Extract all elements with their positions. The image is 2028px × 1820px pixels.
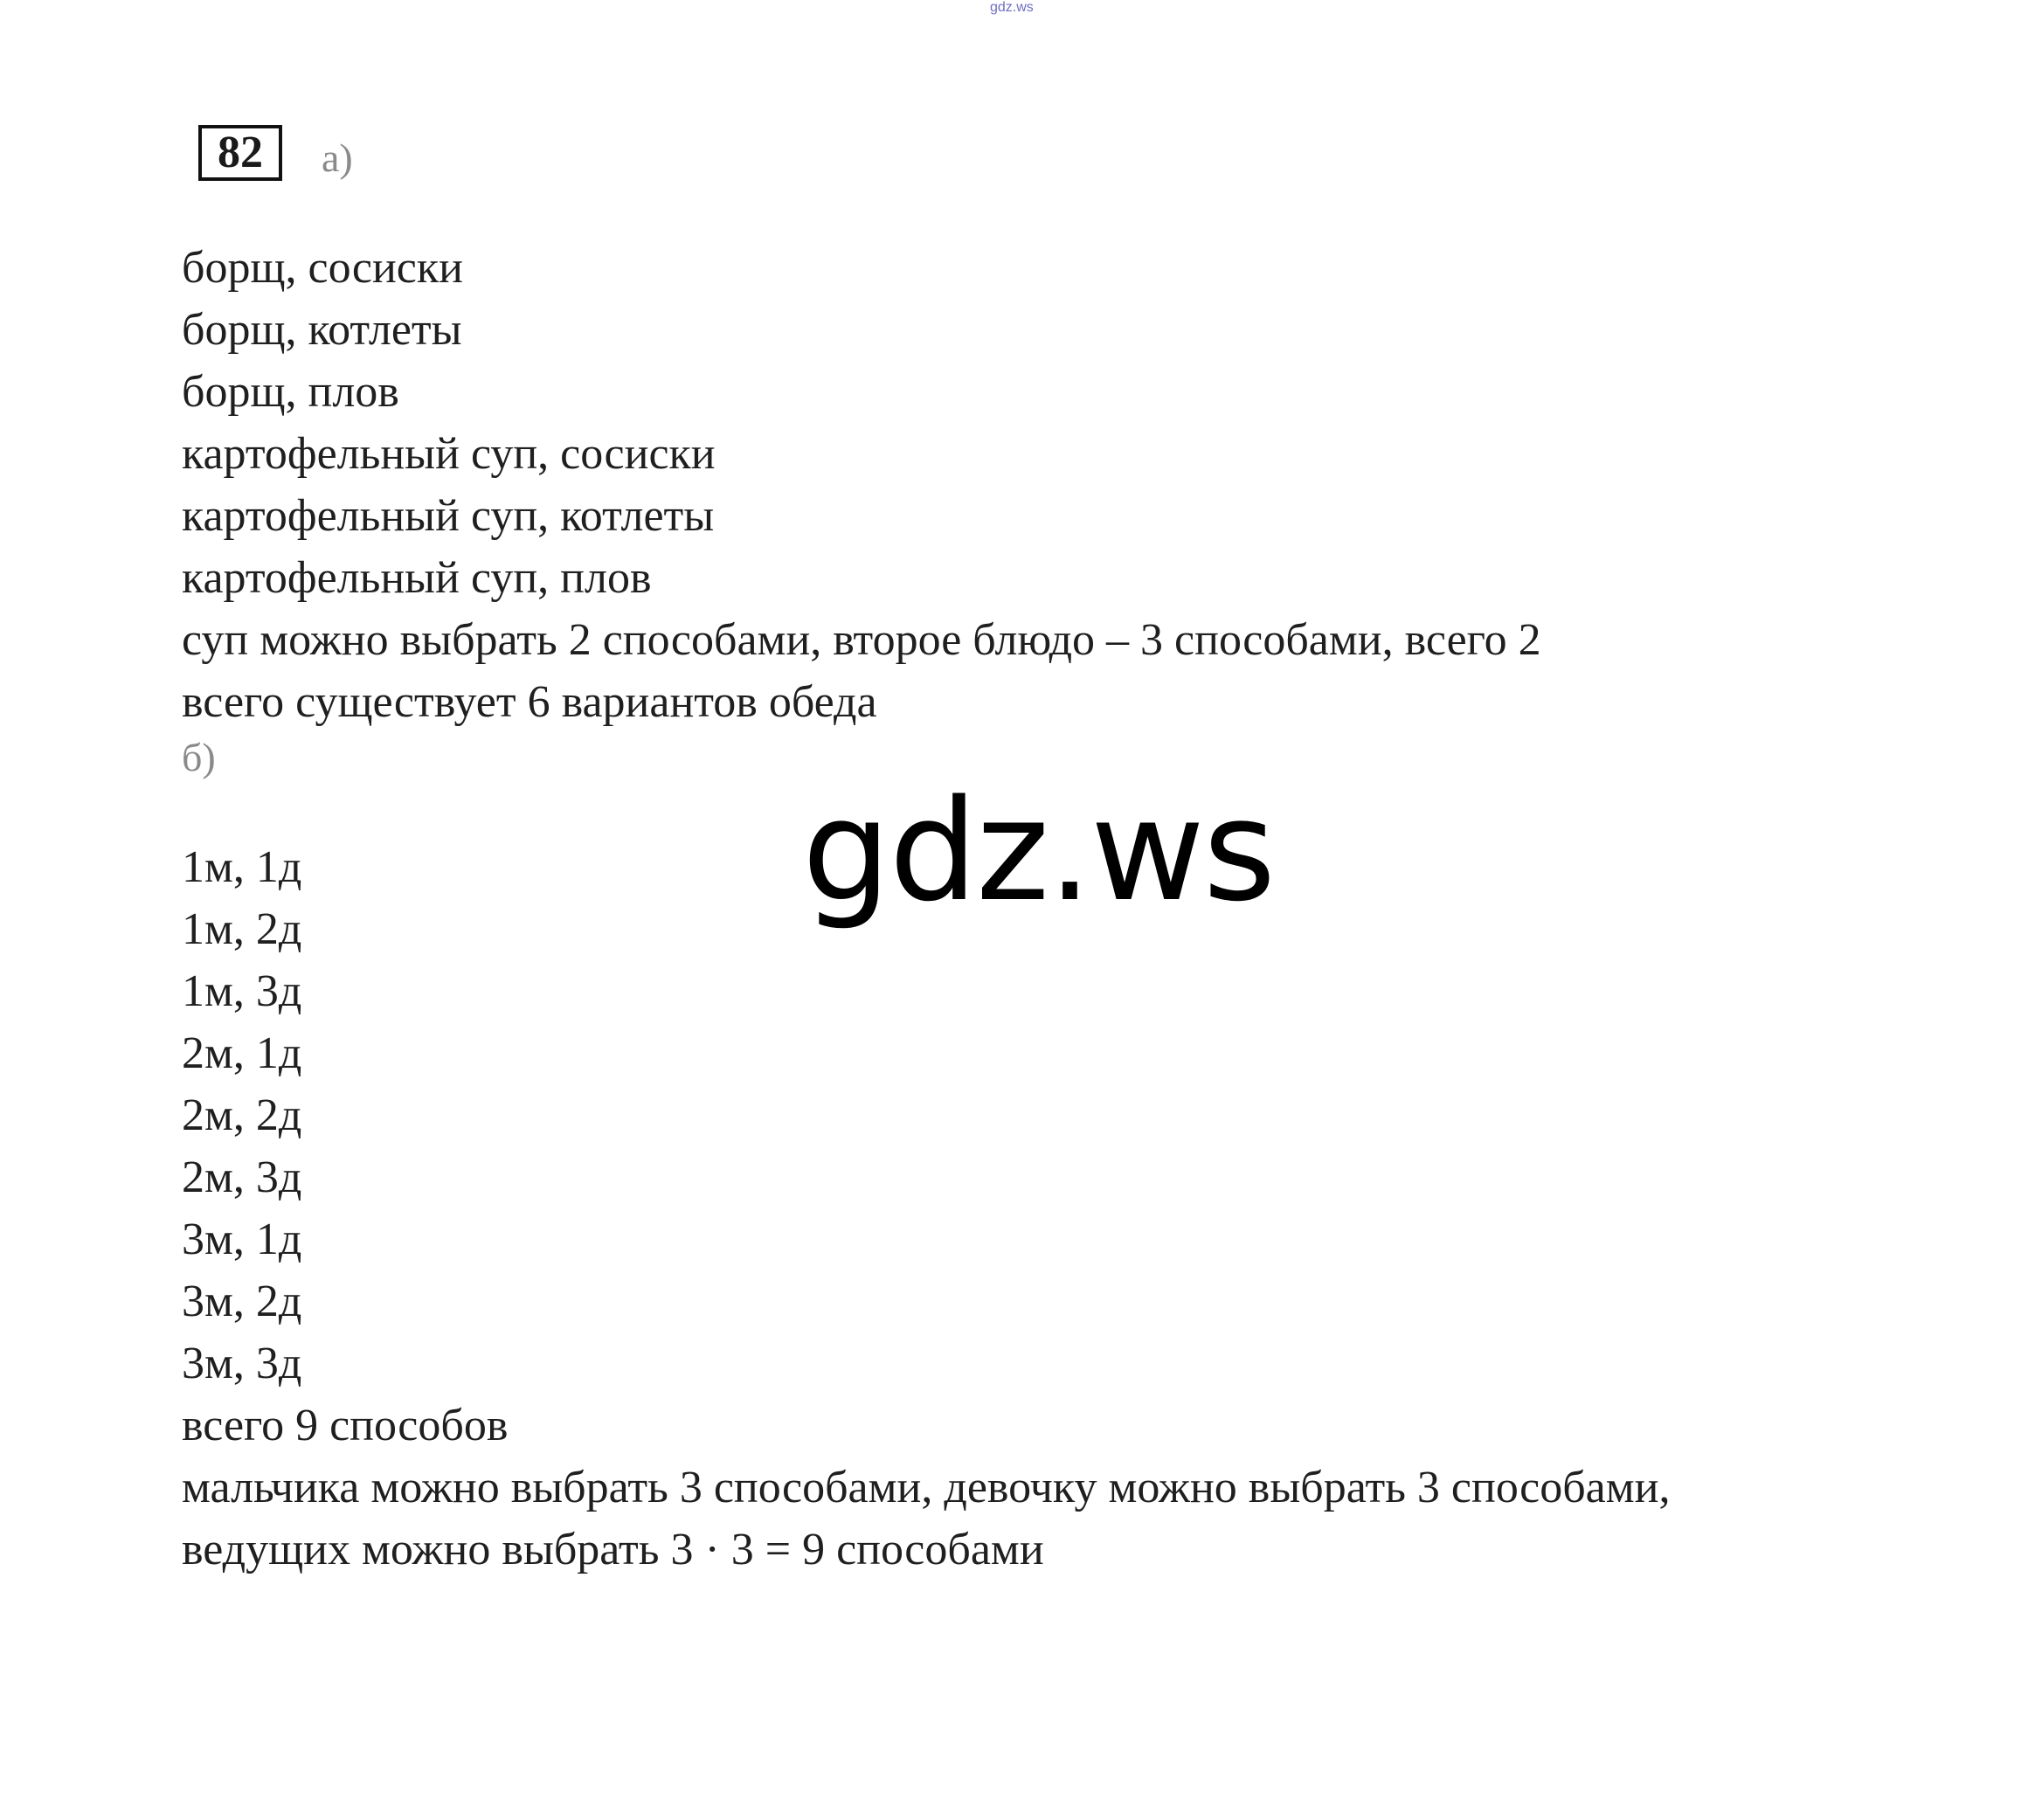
answer-line: картофельный суп, сосиски <box>182 429 716 479</box>
answer-line: всего существует 6 вариантов обеда <box>182 677 877 727</box>
answer-line: 1м, 2д <box>182 904 302 954</box>
answer-line: 2м, 3д <box>182 1152 302 1202</box>
answer-line: 2м, 1д <box>182 1028 302 1078</box>
answer-line: 3м, 2д <box>182 1277 302 1326</box>
answer-line: 1м, 1д <box>182 842 302 892</box>
part-a-answer-lines <box>182 237 1541 733</box>
answer-line: борщ, плов <box>182 367 399 417</box>
big-watermark: gdz.ws <box>802 769 1275 932</box>
answer-line: суп можно выбрать 2 способами, второе блюдо – 3 способами, всего 2 <box>182 615 1541 665</box>
answer-line: картофельный суп, котлеты <box>182 491 715 541</box>
answer-line: 2м, 2д <box>182 1090 302 1140</box>
task-number-box: 82 <box>198 125 282 181</box>
answer-line: картофельный суп, плов <box>182 553 652 603</box>
answer-line: мальчика можно выбрать 3 способами, девочку можно выбрать 3 способами, <box>182 1463 1671 1512</box>
answer-line: 3м, 1д <box>182 1214 302 1264</box>
top-watermark: gdz.ws <box>990 0 1034 15</box>
answer-line: ведущих можно выбрать 3 · 3 = 9 способами <box>182 1525 1044 1574</box>
part-a-label: а) <box>322 135 353 180</box>
answer-line: всего 9 способов <box>182 1401 509 1450</box>
answer-line: борщ, котлеты <box>182 305 462 355</box>
part-b-answer-lines <box>182 836 1670 1581</box>
part-b-label: б) <box>182 735 216 779</box>
answer-line: 3м, 3д <box>182 1339 302 1388</box>
answer-line: борщ, сосиски <box>182 243 463 293</box>
answer-line: 1м, 3д <box>182 966 302 1016</box>
